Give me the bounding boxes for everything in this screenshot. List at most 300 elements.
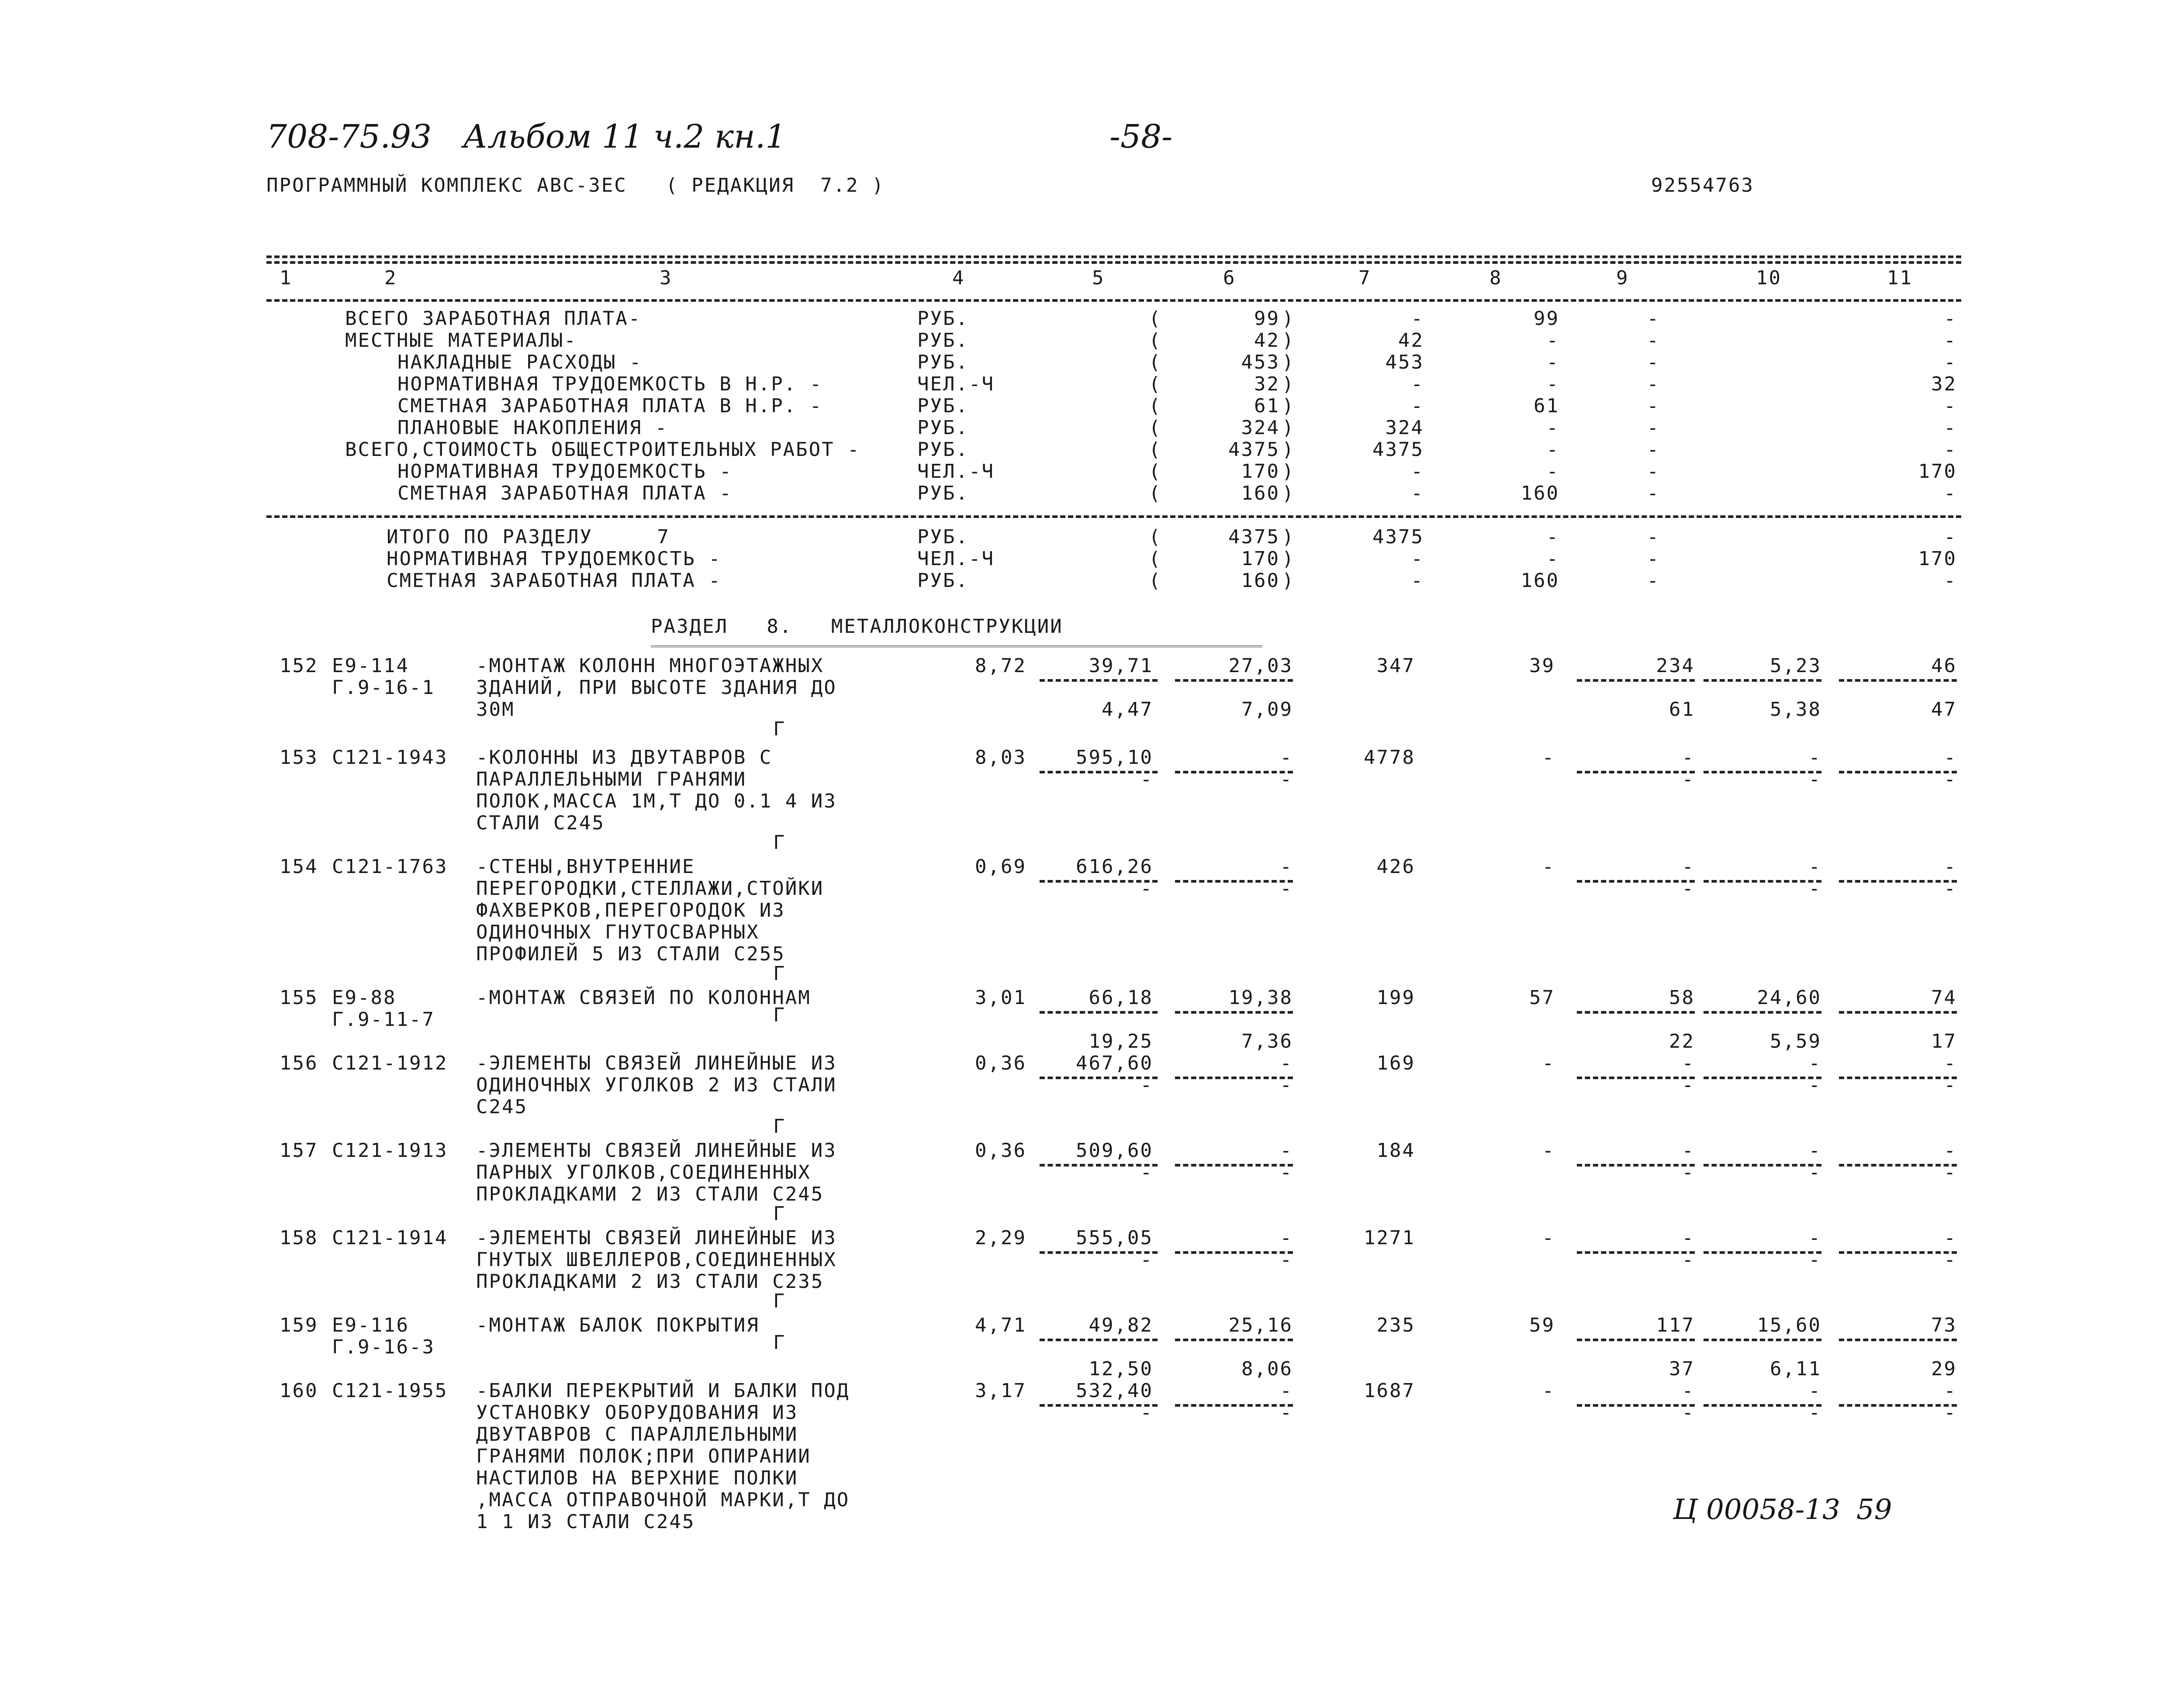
- item-col6-rule: [1175, 679, 1293, 682]
- paren-open: (: [1149, 351, 1162, 373]
- summary-row-col11: -: [1944, 329, 1957, 352]
- summary-row-col9: -: [1647, 307, 1660, 330]
- paren-close: ): [1282, 307, 1295, 330]
- item-col5: 616,26: [1076, 856, 1153, 878]
- total-row-col8: 160: [1521, 569, 1559, 592]
- paren-close: ): [1282, 438, 1295, 461]
- item-quantity: 8,72: [975, 655, 1026, 677]
- item-unit: Г: [773, 1004, 786, 1026]
- item-col6-rule: [1175, 1011, 1293, 1014]
- total-row-col8: -: [1546, 526, 1559, 548]
- item-col11: -: [1944, 1380, 1957, 1402]
- header-rule-top-2: [266, 261, 1961, 264]
- item-description-line: -СТЕНЫ,ВНУТРЕННИЕ: [476, 856, 695, 878]
- total-row-col9: -: [1647, 526, 1660, 548]
- summary-row-unit: РУБ.: [917, 307, 969, 330]
- total-row-col11: -: [1944, 569, 1957, 592]
- item-col5-secondary: -: [1140, 1249, 1153, 1271]
- item-col7: 347: [1376, 655, 1415, 677]
- item-col10: -: [1808, 746, 1821, 769]
- item-code-secondary: Г.9-16-1: [332, 676, 435, 699]
- summary-row-col11: -: [1944, 417, 1957, 439]
- item-col5-secondary: -: [1140, 768, 1153, 790]
- column-header-3: 3: [660, 267, 673, 289]
- summary-row-col6: 42: [1254, 329, 1280, 352]
- summary-row-unit: РУБ.: [917, 395, 969, 417]
- item-unit: Г: [773, 1332, 786, 1354]
- item-code: Е9-114: [332, 655, 409, 677]
- item-description-line: -ЭЛЕМЕНТЫ СВЯЗЕЙ ЛИНЕЙНЫЕ ИЗ: [476, 1227, 837, 1249]
- item-col9: -: [1682, 1139, 1695, 1162]
- item-col9-secondary: -: [1682, 1249, 1695, 1271]
- item-col6: -: [1280, 856, 1293, 878]
- item-col8: 39: [1529, 655, 1555, 677]
- item-description-line: УСТАНОВКУ ОБОРУДОВАНИЯ ИЗ: [476, 1401, 798, 1424]
- summary-row-col11: 170: [1918, 460, 1957, 483]
- item-col11: 73: [1931, 1314, 1957, 1336]
- summary-row-unit: РУБ.: [917, 417, 969, 439]
- total-row-col7: -: [1411, 548, 1424, 570]
- paren-close: ): [1282, 526, 1295, 548]
- item-col7: 169: [1376, 1052, 1415, 1074]
- summary-row-col6: 324: [1241, 417, 1280, 439]
- item-col9: 234: [1656, 655, 1695, 677]
- item-col8: -: [1542, 1052, 1555, 1074]
- item-col11: 74: [1931, 987, 1957, 1009]
- item-col6-secondary: -: [1280, 1161, 1293, 1184]
- paren-close: ): [1282, 460, 1295, 483]
- paren-open: (: [1149, 438, 1162, 461]
- item-col5-secondary: 4,47: [1102, 698, 1153, 721]
- column-header-8: 8: [1489, 267, 1503, 289]
- item-col11: -: [1944, 856, 1957, 878]
- paren-open: (: [1149, 373, 1162, 395]
- item-quantity: 2,29: [975, 1227, 1026, 1249]
- paren-close: ): [1282, 351, 1295, 373]
- item-col7: 426: [1376, 856, 1415, 878]
- item-col7: 4778: [1364, 746, 1415, 769]
- item-code: С121-1955: [332, 1380, 448, 1402]
- item-col6: -: [1280, 746, 1293, 769]
- item-col11-rule: [1839, 679, 1957, 682]
- item-col9: 117: [1656, 1314, 1695, 1336]
- item-col9-secondary: 37: [1669, 1358, 1695, 1380]
- summary-row-unit: РУБ.: [917, 329, 969, 352]
- item-col5-secondary: -: [1140, 1161, 1153, 1184]
- item-col7: 1687: [1364, 1380, 1415, 1402]
- item-col6-secondary: -: [1280, 768, 1293, 790]
- item-unit: Г: [773, 963, 786, 985]
- item-col9-rule: [1577, 1011, 1695, 1014]
- item-unit: Г: [773, 1290, 786, 1312]
- summary-row-col8: -: [1546, 373, 1559, 395]
- summary-row-col9: -: [1647, 351, 1660, 373]
- summary-row-col11: 32: [1931, 373, 1957, 395]
- item-col6: 27,03: [1228, 655, 1293, 677]
- total-row-label: НОРМАТИВНАЯ ТРУДОЕМКОСТЬ -: [387, 548, 722, 570]
- item-col9-rule: [1577, 679, 1695, 682]
- item-number: 152: [280, 655, 318, 677]
- summary-row-col8: -: [1546, 460, 1559, 483]
- paren-open: (: [1149, 482, 1162, 504]
- total-rule: [266, 515, 1961, 518]
- item-code: Е9-88: [332, 987, 397, 1009]
- item-col7: 1271: [1364, 1227, 1415, 1249]
- item-number: 153: [280, 746, 318, 769]
- item-col11-secondary: -: [1944, 1401, 1957, 1424]
- item-col6-secondary: 8,06: [1241, 1358, 1293, 1380]
- item-description-line: 30М: [476, 698, 515, 721]
- item-code: Е9-116: [332, 1314, 409, 1336]
- item-quantity: 0,36: [975, 1052, 1026, 1074]
- item-description-line: ПАРНЫХ УГОЛКОВ,СОЕДИНЕННЫХ: [476, 1161, 811, 1184]
- summary-row-col11: -: [1944, 395, 1957, 417]
- item-col6-secondary: -: [1280, 1074, 1293, 1096]
- item-col11-secondary: -: [1944, 1249, 1957, 1271]
- section-title-underline: [651, 645, 1262, 647]
- item-description-line: ОДИНОЧНЫХ УГОЛКОВ 2 ИЗ СТАЛИ: [476, 1074, 837, 1096]
- paren-open: (: [1149, 526, 1162, 548]
- handwritten-sheet-number: 59: [1856, 1494, 1892, 1526]
- item-col9: -: [1682, 746, 1695, 769]
- item-col8: 59: [1529, 1314, 1555, 1336]
- item-code: С121-1912: [332, 1052, 448, 1074]
- item-quantity: 3,01: [975, 987, 1026, 1009]
- summary-row-col9: -: [1647, 482, 1660, 504]
- item-code: С121-1943: [332, 746, 448, 769]
- item-col11-secondary: -: [1944, 768, 1957, 790]
- item-col9-secondary: -: [1682, 877, 1695, 900]
- item-number: 154: [280, 856, 318, 878]
- item-description-line: С245: [476, 1096, 528, 1118]
- item-col10: 15,60: [1757, 1314, 1821, 1336]
- item-number: 158: [280, 1227, 318, 1249]
- item-description-line: -БАЛКИ ПЕРЕКРЫТИЙ И БАЛКИ ПОД: [476, 1380, 850, 1402]
- item-col9: -: [1682, 856, 1695, 878]
- item-col8: -: [1542, 746, 1555, 769]
- item-unit: Г: [773, 832, 786, 854]
- item-col10-secondary: 5,59: [1770, 1030, 1821, 1053]
- total-row-col7: 4375: [1372, 526, 1424, 548]
- total-row-col11: -: [1944, 526, 1957, 548]
- item-quantity: 8,03: [975, 746, 1026, 769]
- handwritten-stamp: Ц 00058-13: [1673, 1494, 1840, 1526]
- summary-row-col9: -: [1647, 395, 1660, 417]
- column-header-11: 11: [1887, 267, 1913, 289]
- item-code-secondary: Г.9-16-3: [332, 1336, 435, 1358]
- item-number: 160: [280, 1380, 318, 1402]
- item-col6: -: [1280, 1380, 1293, 1402]
- item-col10: -: [1808, 856, 1821, 878]
- total-row-unit: РУБ.: [917, 569, 969, 592]
- item-col9: -: [1682, 1380, 1695, 1402]
- summary-row-col7: 4375: [1372, 438, 1424, 461]
- paren-open: (: [1149, 460, 1162, 483]
- item-col5: 532,40: [1076, 1380, 1153, 1402]
- item-description-line: -МОНТАЖ СВЯЗЕЙ ПО КОЛОННАМ: [476, 987, 811, 1009]
- summary-row-col8: -: [1546, 417, 1559, 439]
- item-col5: 66,18: [1089, 987, 1153, 1009]
- summary-row-label: НАКЛАДНЫЕ РАСХОДЫ -: [397, 351, 643, 373]
- item-col10-secondary: 5,38: [1770, 698, 1821, 721]
- item-col6-secondary: -: [1280, 1401, 1293, 1424]
- item-description-line: -МОНТАЖ БАЛОК ПОКРЫТИЯ: [476, 1314, 760, 1336]
- item-col9-secondary: -: [1682, 1401, 1695, 1424]
- item-code: С121-1763: [332, 856, 448, 878]
- item-col11: -: [1944, 1139, 1957, 1162]
- item-quantity: 4,71: [975, 1314, 1026, 1336]
- item-col11-secondary: 47: [1931, 698, 1957, 721]
- item-col9-secondary: 61: [1669, 698, 1695, 721]
- summary-row-col11: -: [1944, 482, 1957, 504]
- item-description-line: ПРОКЛАДКАМИ 2 ИЗ СТАЛИ С235: [476, 1270, 824, 1293]
- item-col5-secondary: -: [1140, 1074, 1153, 1096]
- summary-row-col6: 170: [1241, 460, 1280, 483]
- paren-close: ): [1282, 548, 1295, 570]
- item-col5: 595,10: [1076, 746, 1153, 769]
- item-description-line: ПЕРЕГОРОДКИ,СТЕЛЛАЖИ,СТОЙКИ: [476, 877, 824, 900]
- total-row-col7: -: [1411, 569, 1424, 592]
- total-row-col11: 170: [1918, 548, 1957, 570]
- summary-row-col9: -: [1647, 373, 1660, 395]
- item-col8: -: [1542, 1380, 1555, 1402]
- summary-row-col6: 453: [1241, 351, 1280, 373]
- item-quantity: 0,69: [975, 856, 1026, 878]
- item-col10-rule: [1704, 1011, 1821, 1014]
- summary-row-col8: 160: [1521, 482, 1559, 504]
- item-col5-secondary: -: [1140, 1401, 1153, 1424]
- total-row-label: СМЕТНАЯ ЗАРАБОТНАЯ ПЛАТА -: [387, 569, 722, 592]
- item-col6: -: [1280, 1139, 1293, 1162]
- item-description-line: ПРОКЛАДКАМИ 2 ИЗ СТАЛИ С245: [476, 1183, 824, 1205]
- item-col10-rule: [1704, 1339, 1821, 1341]
- item-description-line: ФАХВЕРКОВ,ПЕРЕГОРОДОК ИЗ: [476, 899, 785, 921]
- summary-row-col7: 324: [1385, 417, 1424, 439]
- item-col5: 509,60: [1076, 1139, 1153, 1162]
- item-col10: -: [1808, 1052, 1821, 1074]
- handwritten-code: 708-75.93: [266, 118, 432, 155]
- total-row-unit: РУБ.: [917, 526, 969, 548]
- program-line: ПРОГРАММНЫЙ КОМПЛЕКС АВС-3ЕС ( РЕДАКЦИЯ 7.2 ): [266, 174, 885, 197]
- item-description-line: НАСТИЛОВ НА ВЕРХНИЕ ПОЛКИ: [476, 1467, 798, 1489]
- item-description-line: ГРАНЯМИ ПОЛОК;ПРИ ОПИРАНИИ: [476, 1445, 811, 1467]
- summary-row-label: МЕСТНЫЕ МАТЕРИАЛЫ-: [345, 329, 577, 352]
- item-col7: 235: [1376, 1314, 1415, 1336]
- summary-row-col11: -: [1944, 438, 1957, 461]
- item-col9-secondary: 22: [1669, 1030, 1695, 1053]
- item-col7: 199: [1376, 987, 1415, 1009]
- item-col7: 184: [1376, 1139, 1415, 1162]
- item-col8: -: [1542, 1139, 1555, 1162]
- header-rule-bottom: [266, 299, 1961, 302]
- summary-row-col8: -: [1546, 329, 1559, 352]
- item-unit: Г: [773, 1115, 786, 1138]
- item-col11-secondary: 17: [1931, 1030, 1957, 1053]
- paren-open: (: [1149, 395, 1162, 417]
- item-col5: 49,82: [1089, 1314, 1153, 1336]
- item-unit: Г: [773, 1203, 786, 1225]
- total-row-col6: 160: [1241, 569, 1280, 592]
- item-description-line: ОДИНОЧНЫХ ГНУТОСВАРНЫХ: [476, 921, 760, 943]
- item-col5: 467,60: [1076, 1052, 1153, 1074]
- item-col5-secondary: -: [1140, 877, 1153, 900]
- item-description-line: -МОНТАЖ КОЛОНН МНОГОЭТАЖНЫХ: [476, 655, 824, 677]
- item-col9: -: [1682, 1052, 1695, 1074]
- total-row-col9: -: [1647, 569, 1660, 592]
- item-col6: 19,38: [1228, 987, 1293, 1009]
- summary-row-unit: ЧЕЛ.-Ч: [917, 460, 995, 483]
- summary-row-col9: -: [1647, 417, 1660, 439]
- item-col9-secondary: -: [1682, 768, 1695, 790]
- item-col10-secondary: -: [1808, 877, 1821, 900]
- summary-row-col11: -: [1944, 351, 1957, 373]
- paren-open: (: [1149, 307, 1162, 330]
- item-col10-secondary: -: [1808, 1161, 1821, 1184]
- item-col6: -: [1280, 1227, 1293, 1249]
- item-description-line: ПОЛОК,МАССА 1М,Т ДО 0.1 4 ИЗ: [476, 790, 837, 812]
- paren-close: ): [1282, 373, 1295, 395]
- total-row-col9: -: [1647, 548, 1660, 570]
- column-header-9: 9: [1616, 267, 1629, 289]
- item-col6-secondary: 7,36: [1241, 1030, 1293, 1053]
- summary-row-col7: 453: [1385, 351, 1424, 373]
- item-col11: -: [1944, 746, 1957, 769]
- item-unit: Г: [773, 718, 786, 740]
- item-col5-rule: [1040, 1011, 1158, 1014]
- item-quantity: 0,36: [975, 1139, 1026, 1162]
- summary-row-col9: -: [1647, 438, 1660, 461]
- item-col5-secondary: 12,50: [1089, 1358, 1153, 1380]
- item-col11-secondary: 29: [1931, 1358, 1957, 1380]
- summary-row-col6: 61: [1254, 395, 1280, 417]
- item-col5-secondary: 19,25: [1089, 1030, 1153, 1053]
- item-col11-secondary: -: [1944, 877, 1957, 900]
- item-number: 157: [280, 1139, 318, 1162]
- item-col10-secondary: 6,11: [1770, 1358, 1821, 1380]
- item-col9: 58: [1669, 987, 1695, 1009]
- summary-row-col8: 61: [1534, 395, 1559, 417]
- summary-row-label: ВСЕГО,СТОИМОСТЬ ОБЩЕСТРОИТЕЛЬНЫХ РАБОТ -: [345, 438, 860, 461]
- column-header-6: 6: [1223, 267, 1236, 289]
- item-col11-rule: [1839, 1339, 1957, 1341]
- paren-close: ): [1282, 395, 1295, 417]
- item-description-line: ЗДАНИЙ, ПРИ ВЫСОТЕ ЗДАНИЯ ДО: [476, 676, 837, 699]
- item-col10-rule: [1704, 679, 1821, 682]
- summary-row-col7: -: [1411, 395, 1424, 417]
- item-description-line: ГНУТЫХ ШВЕЛЛЕРОВ,СОЕДИНЕННЫХ: [476, 1249, 837, 1271]
- summary-row-label: ВСЕГО ЗАРАБОТНАЯ ПЛАТА-: [345, 307, 642, 330]
- section-title: РАЗДЕЛ 8. МЕТАЛЛОКОНСТРУКЦИИ: [651, 615, 1063, 638]
- summary-row-col11: -: [1944, 307, 1957, 330]
- summary-row-col7: -: [1411, 307, 1424, 330]
- item-description-line: ,МАССА ОТПРАВОЧНОЙ МАРКИ,Т ДО: [476, 1489, 850, 1511]
- item-number: 155: [280, 987, 318, 1009]
- item-description-line: ДВУТАВРОВ С ПАРАЛЛЕЛЬНЫМИ: [476, 1423, 798, 1446]
- paren-close: ): [1282, 417, 1295, 439]
- summary-row-col8: -: [1546, 351, 1559, 373]
- header-rule-top: [266, 255, 1961, 258]
- item-col11: -: [1944, 1227, 1957, 1249]
- item-col10: -: [1808, 1139, 1821, 1162]
- item-col9-rule: [1577, 1339, 1695, 1341]
- column-header-5: 5: [1092, 267, 1105, 289]
- item-col8: -: [1542, 856, 1555, 878]
- total-row-col8: -: [1546, 548, 1559, 570]
- item-col6-secondary: 7,09: [1241, 698, 1293, 721]
- paren-open: (: [1149, 569, 1162, 592]
- item-col11-secondary: -: [1944, 1161, 1957, 1184]
- item-number: 159: [280, 1314, 318, 1336]
- item-col10-secondary: -: [1808, 768, 1821, 790]
- summary-row-label: ПЛАНОВЫЕ НАКОПЛЕНИЯ -: [397, 417, 668, 439]
- summary-row-label: НОРМАТИВНАЯ ТРУДОЕМКОСТЬ В Н.Р. -: [397, 373, 823, 395]
- total-row-unit: ЧЕЛ.-Ч: [917, 548, 995, 570]
- column-header-2: 2: [384, 267, 397, 289]
- item-description-line: -КОЛОННЫ ИЗ ДВУТАВРОВ С: [476, 746, 773, 769]
- item-col6: 25,16: [1228, 1314, 1293, 1336]
- item-code: С121-1913: [332, 1139, 448, 1162]
- summary-row-col7: -: [1411, 482, 1424, 504]
- total-row-label: ИТОГО ПО РАЗДЕЛУ 7: [387, 526, 670, 548]
- total-row-col6: 170: [1241, 548, 1280, 570]
- item-col10: 5,23: [1770, 655, 1821, 677]
- column-header-10: 10: [1756, 267, 1782, 289]
- item-col9: -: [1682, 1227, 1695, 1249]
- summary-row-col7: -: [1411, 373, 1424, 395]
- item-col11-rule: [1839, 1011, 1957, 1014]
- total-row-col6: 4375: [1228, 526, 1280, 548]
- paren-close: ): [1282, 329, 1295, 352]
- column-header-7: 7: [1358, 267, 1372, 289]
- paren-close: ): [1282, 482, 1295, 504]
- item-col10-secondary: -: [1808, 1249, 1821, 1271]
- summary-row-unit: РУБ.: [917, 351, 969, 373]
- paren-open: (: [1149, 417, 1162, 439]
- summary-row-label: СМЕТНАЯ ЗАРАБОТНАЯ ПЛАТА -: [397, 482, 733, 504]
- item-quantity: 3,17: [975, 1380, 1026, 1402]
- item-code-secondary: Г.9-11-7: [332, 1008, 435, 1031]
- item-col8: -: [1542, 1227, 1555, 1249]
- item-col11: 46: [1931, 655, 1957, 677]
- item-description-line: ПАРАЛЛЕЛЬНЫМИ ГРАНЯМИ: [476, 768, 747, 790]
- paren-close: ): [1282, 569, 1295, 592]
- item-col10-secondary: -: [1808, 1074, 1821, 1096]
- item-col10: -: [1808, 1380, 1821, 1402]
- item-description-line: -ЭЛЕМЕНТЫ СВЯЗЕЙ ЛИНЕЙНЫЕ ИЗ: [476, 1139, 837, 1162]
- summary-row-col8: -: [1546, 438, 1559, 461]
- item-col6-rule: [1175, 1339, 1293, 1341]
- summary-row-unit: РУБ.: [917, 438, 969, 461]
- handwritten-page-number: -58-: [1109, 118, 1173, 155]
- paren-open: (: [1149, 329, 1162, 352]
- summary-row-col6: 160: [1241, 482, 1280, 504]
- item-col9-secondary: -: [1682, 1074, 1695, 1096]
- summary-row-col9: -: [1647, 460, 1660, 483]
- summary-row-col7: 42: [1398, 329, 1424, 352]
- summary-row-label: СМЕТНАЯ ЗАРАБОТНАЯ ПЛАТА В Н.Р. -: [397, 395, 823, 417]
- item-col10-secondary: -: [1808, 1401, 1821, 1424]
- column-header-4: 4: [952, 267, 965, 289]
- summary-row-col7: -: [1411, 460, 1424, 483]
- item-col11: -: [1944, 1052, 1957, 1074]
- summary-row-col8: 99: [1534, 307, 1559, 330]
- item-description-line: -ЭЛЕМЕНТЫ СВЯЗЕЙ ЛИНЕЙНЫЕ ИЗ: [476, 1052, 837, 1074]
- item-col10: 24,60: [1757, 987, 1821, 1009]
- item-col5: 39,71: [1089, 655, 1153, 677]
- item-col5-rule: [1040, 1339, 1158, 1341]
- item-col11-secondary: -: [1944, 1074, 1957, 1096]
- item-col6: -: [1280, 1052, 1293, 1074]
